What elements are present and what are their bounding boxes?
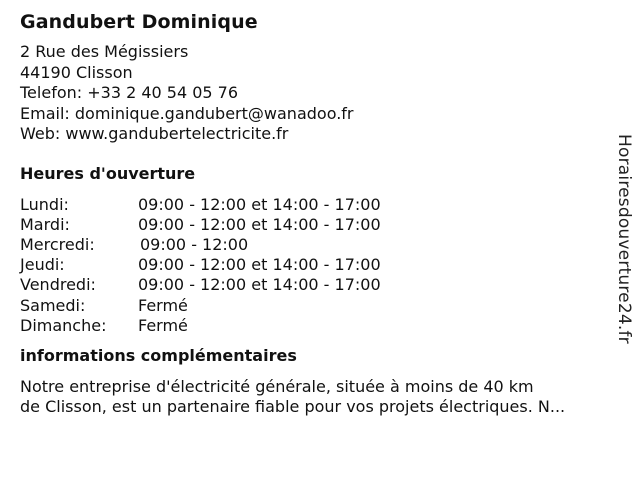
hours-time: Fermé [138, 295, 188, 315]
business-name: Gandubert Dominique [20, 11, 258, 33]
info-heading: informations complémentaires [20, 345, 297, 365]
address-postal-city: 44190 Clisson [20, 62, 133, 82]
hours-time: Fermé [138, 315, 188, 335]
hours-time: 09:00 - 12:00 et 14:00 - 17:00 [138, 194, 381, 214]
hours-row-tuesday [20, 215, 600, 235]
email-line: Email: dominique.gandubert@wanadoo.fr [20, 103, 354, 123]
hours-row-saturday [20, 296, 600, 316]
hours-time: 09:00 - 12:00 et 14:00 - 17:00 [138, 214, 381, 234]
description-line: Notre entreprise d'électricité générale, située à moins de 40 km [20, 376, 534, 396]
hours-row-friday [20, 275, 600, 295]
address-street: 2 Rue des Mégissiers [20, 42, 189, 61]
hours-day: Dimanche: [20, 315, 107, 335]
hours-day: Mercredi: [20, 234, 95, 254]
web-line: Web: www.gandubertelectricite.fr [20, 124, 289, 143]
hours-row-thursday [20, 255, 600, 275]
hours-row-sunday [20, 316, 600, 336]
hours-table [20, 195, 600, 336]
hours-time: 09:00 - 12:00 et 14:00 - 17:00 [138, 255, 381, 275]
site-watermark: Horairesdouverture24.fr [614, 134, 634, 344]
hours-day: Samedi: [20, 295, 86, 315]
hours-row-monday [20, 195, 600, 215]
business-card [20, 10, 600, 418]
hours-day: Jeudi: [20, 255, 65, 275]
description-line: de Clisson, est un partenaire fiable pour vos projets électriques. N... [20, 397, 566, 417]
hours-row-wednesday [20, 235, 600, 255]
hours-time: 09:00 - 12:00 et 14:00 - 17:00 [138, 275, 381, 295]
phone-line: Telefon: +33 2 40 54 05 76 [20, 83, 239, 102]
hours-heading: Heures d'ouverture [20, 163, 196, 183]
hours-day: Lundi: [20, 194, 69, 214]
business-description [20, 377, 620, 418]
hours-day: Vendredi: [20, 275, 96, 295]
hours-time: 09:00 - 12:00 [140, 234, 249, 254]
hours-day: Mardi: [20, 214, 70, 234]
